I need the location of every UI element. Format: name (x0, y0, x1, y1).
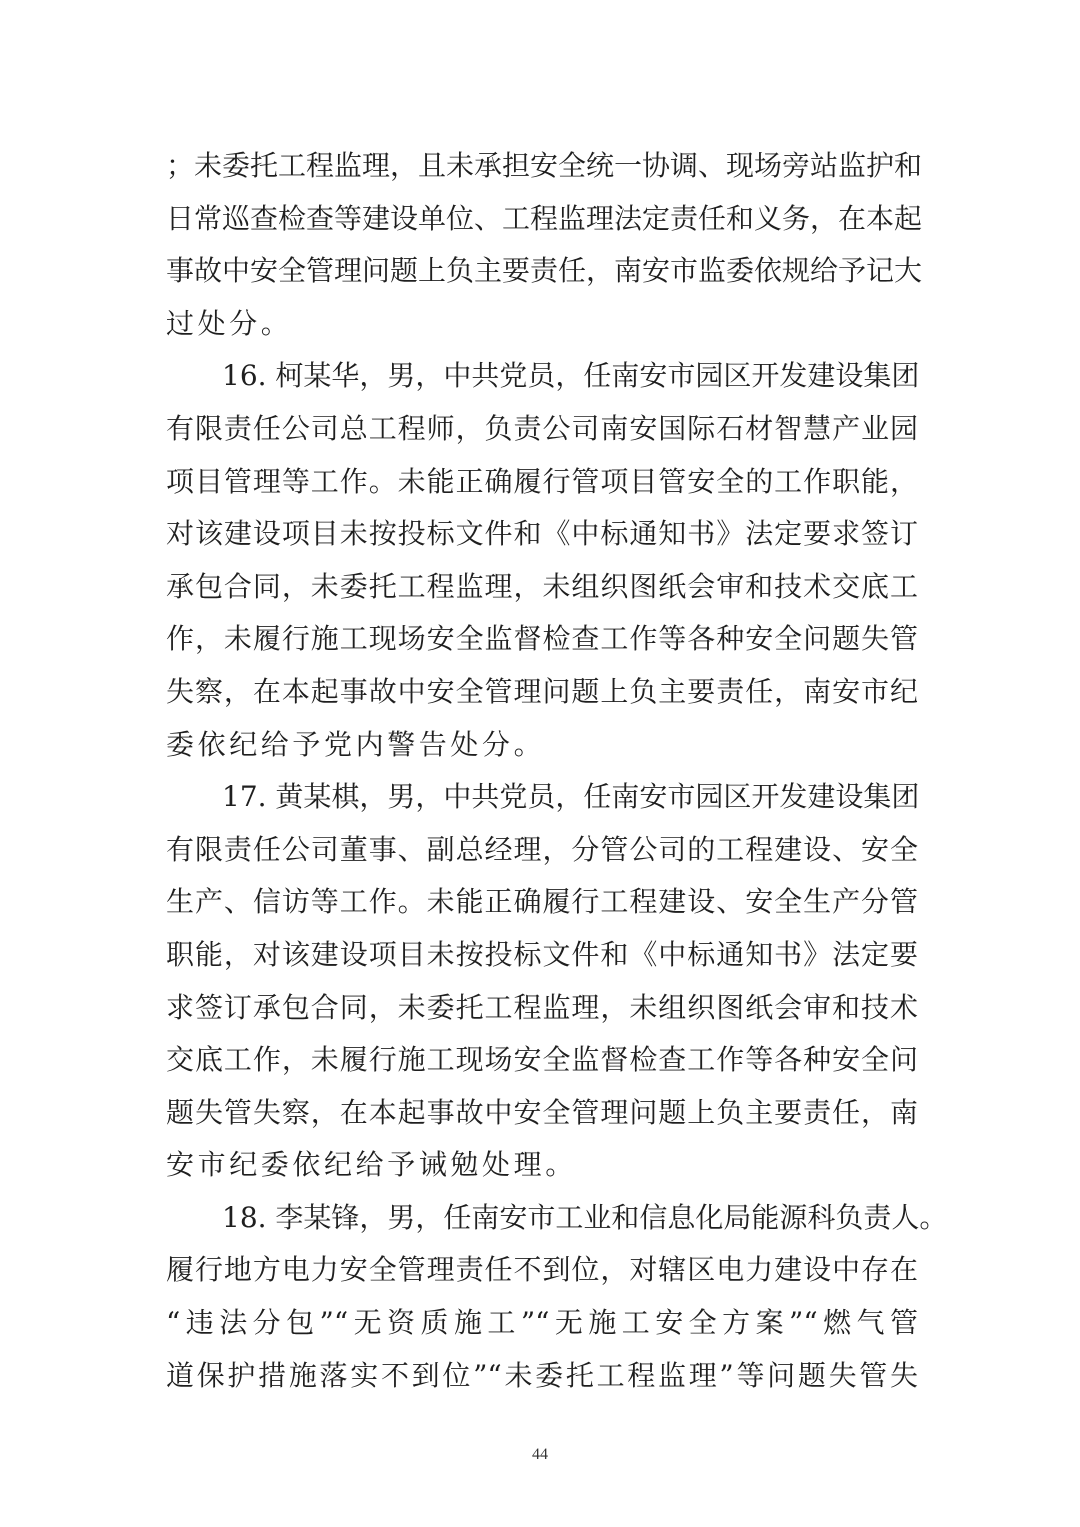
text-line: ；未委托工程监理，且未承担安全统一协调、现场旁站监护和 (166, 149, 923, 182)
text-line: 道保护措施落实不到位”“未委托工程监理”等问题失管失 (166, 1358, 918, 1392)
text-line: 项目管理等工作。未能正确履行管项目管安全的工作职能， (166, 464, 918, 498)
text-line: 求签订承包合同，未委托工程监理，未组织图纸会审和技术 (166, 990, 918, 1024)
paragraph-start-line: 16. 柯某华，男，中共党员，任南安市园区开发建设集团 (222, 359, 920, 393)
paragraph-start-line: 17. 黄某棋，男，中共党员，任南安市园区开发建设集团 (222, 780, 920, 814)
page-number: 44 (532, 1446, 548, 1463)
text-line: 履行地方电力安全管理责任不到位，对辖区电力建设中存在 (166, 1253, 918, 1287)
text-line: 安市纪委依纪给予诫勉处理。 (166, 1148, 577, 1182)
text-line: 事故中安全管理问题上负主要责任，南安市监委依规给予记大 (166, 254, 923, 288)
text-line: “违法分包”“无资质施工”“无施工安全方案”“燃气管 (166, 1306, 918, 1340)
text-line: 题失管失察，在本起事故中安全管理问题上负主要责任，南 (166, 1095, 918, 1129)
text-line: 对该建设项目未按投标文件和《中标通知书》法定要求签订 (166, 517, 918, 551)
text-line: 生产、信访等工作。未能正确履行工程建设、安全生产分管 (166, 885, 918, 919)
text-line: 有限责任公司总工程师，负责公司南安国际石材智慧产业园 (166, 411, 918, 445)
text-line: 承包合同，未委托工程监理，未组织图纸会审和技术交底工 (166, 569, 918, 603)
text-line: 日常巡查检查等建设单位、工程监理法定责任和义务，在本起 (166, 201, 923, 235)
text-line: 职能，对该建设项目未按投标文件和《中标通知书》法定要 (166, 937, 918, 971)
document-body (166, 140, 948, 1402)
text-line: 交底工作，未履行施工现场安全监督检查工作等各种安全问 (166, 1043, 918, 1077)
text-line: 作，未履行施工现场安全监督检查工作等各种安全问题失管 (166, 622, 918, 656)
text-line: 失察，在本起事故中安全管理问题上负主要责任，南安市纪 (166, 674, 918, 708)
paragraph-start-line: 18. 李某锋，男，任南安市工业和信息化局能源科负责人。 (222, 1200, 948, 1234)
text-line: 过处分。 (166, 306, 293, 340)
text-line: 有限责任公司董事、副总经理，分管公司的工程建设、安全 (166, 832, 918, 866)
text-line: 委依纪给予党内警告处分。 (166, 727, 546, 761)
